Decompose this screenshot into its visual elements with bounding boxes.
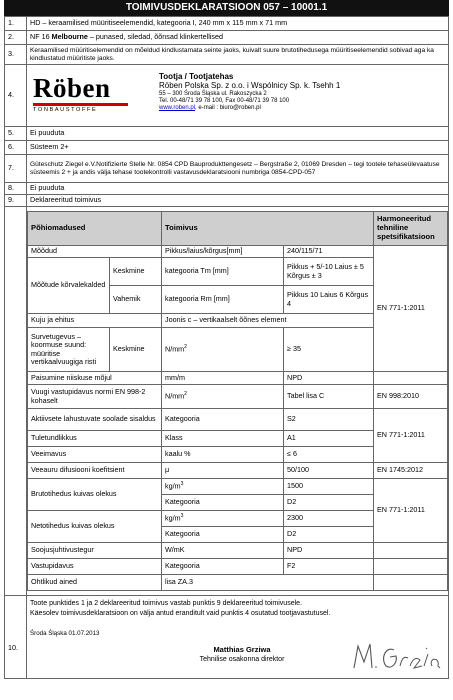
value-cell: lisa ZA.3 (162, 575, 374, 591)
logo-underline (33, 103, 128, 106)
value-cell: S2 (284, 409, 374, 431)
table-row (28, 575, 448, 591)
row-number: 9. (5, 195, 27, 207)
row-number: 5. (5, 127, 27, 141)
sub-characteristic-cell: Keskmine (110, 258, 162, 286)
row-8-text: Ei puuduta (27, 183, 449, 195)
signer-name: Matthias Grziwa (213, 645, 271, 654)
spec-cell: EN 771-1:2011 (374, 409, 448, 463)
value-cell: Joonis c – vertikaalselt õõnes element (162, 314, 374, 328)
value-cell: ≤ 6 (284, 447, 374, 463)
unit-cell: W/mK (162, 543, 284, 559)
row-number: 4. (5, 65, 27, 127)
value-cell: Pikkus 10 Laius 6 Kõrgus 4 (284, 286, 374, 314)
value-cell: Pikkus + 5/-10 Laius ± 5 Kõrgus ± 3 (284, 258, 374, 286)
unit-cell: $kg/m^3$ (162, 479, 284, 495)
characteristic-cell: Veeauru difusiooni koefitsient (28, 463, 162, 479)
unit-cell: kategooria Rm [mm] (162, 286, 284, 314)
row-9 (5, 195, 449, 207)
manufacturer-phone: Tel. 00-48/71 39 78 100, Fax 00-48/71 39 78 100 (159, 97, 290, 104)
declaration-table (4, 16, 449, 679)
header-essential-characteristics: Põhiomadused (28, 212, 162, 246)
characteristic-cell: Survetugevus – koormuse suund: müüritise vertikaalvuugiga risti (28, 328, 110, 372)
table-header-row (28, 212, 448, 246)
characteristic-cell: Brutotihedus kuivas olekus (28, 479, 162, 511)
value-cell: 2300 (284, 511, 374, 527)
characteristic-cell: Mõõdud (28, 246, 162, 258)
manufacturer-info (159, 69, 340, 112)
row-10 (5, 596, 449, 679)
row-2 (5, 31, 449, 45)
conformity-statement: Toote punktides 1 ja 2 deklareeritud toimivus vastab punktis 9 deklareeritud toimivusele. (30, 600, 302, 607)
header-harmonised-spec: Harmoneeritud tehniline spetsifikatsioon (374, 212, 448, 246)
row-4 (5, 65, 449, 127)
characteristic-cell: Tuletundlikkus (28, 431, 162, 447)
header-performance: Toimivus (162, 212, 374, 246)
product-identification (27, 31, 449, 45)
unit-cell: Pikkus/laius/kõrgus[mm] (162, 246, 284, 258)
characteristic-cell: Vastupidavus (28, 559, 162, 575)
manufacturer-email: , e-mail : biuro@roben.pl (195, 105, 261, 112)
manufacturer-title: Tootja / Tootjatehas (159, 72, 234, 81)
characteristic-cell: Mõõtude kõrvalekalded (28, 258, 110, 314)
product-description: – punased, siledad, õõnsad klinkertellised (87, 32, 223, 42)
unit-cell: μ (162, 463, 284, 479)
unit-cell: Kategooria (162, 495, 284, 511)
handwritten-signature (350, 638, 442, 674)
signer-role: Tehnilise osakonna direktor (199, 656, 285, 663)
manufacturer-address: 55 – 300 Środa Śląska ul. Rakoszycka 2 (159, 90, 267, 97)
logo-wordmark: Röben (33, 73, 111, 103)
table-row (28, 479, 448, 495)
characteristic-cell: Kuju ja ehitus (28, 314, 162, 328)
product-name: Melbourne (51, 32, 88, 42)
row-7 (5, 155, 449, 183)
characteristic-cell: Aktiivsete lahustuvate soolade sisaldus (28, 409, 162, 431)
row-number: 6. (5, 141, 27, 155)
value-cell: D2 (284, 527, 374, 543)
characteristic-cell: Paisumine niiskuse mõjul (28, 372, 162, 385)
spec-cell: EN 998:2010 (374, 385, 448, 409)
signature-cell (27, 596, 449, 679)
website-link[interactable]: www.roben.pl (159, 105, 196, 112)
row-number: 7. (5, 155, 27, 183)
avcp-system: Süsteem 2+ (27, 141, 449, 155)
row-number: 2. (5, 31, 27, 45)
row-number: 3. (5, 45, 27, 65)
row-number: 8. (5, 183, 27, 195)
sub-characteristic-cell: Vahemik (110, 286, 162, 314)
performance-table (27, 211, 448, 591)
sub-characteristic-cell: Keskmine (110, 328, 162, 372)
value-cell: A1 (284, 431, 374, 447)
declaration-document (4, 0, 449, 700)
row-5-text: Ei puuduta (27, 127, 449, 141)
characteristic-cell: Netotihedus kuivas olekus (28, 511, 162, 543)
value-cell: 1500 (284, 479, 374, 495)
value-cell: NPD (284, 372, 374, 385)
unit-cell: Kategooria (162, 527, 284, 543)
row-1 (5, 17, 449, 31)
manufacturer-name: Röben Polska Sp. z o.o. i Wspólnicy Sp. k. Tsehh 1 (159, 81, 341, 91)
characteristic-cell: Ohtlikud ained (28, 575, 162, 591)
product-type: HD – keraamilised müüritiseelemendid, kategooria I, 240 mm x 115 mm x 71 mm (27, 17, 449, 31)
row-number: 10. (5, 596, 27, 679)
unit-cell: Kategooria (162, 409, 284, 431)
unit-cell: $kg/m^3$ (162, 511, 284, 527)
unit-cell: $N/mm^2$ (162, 328, 284, 372)
table-row (28, 543, 448, 559)
row-8 (5, 183, 449, 195)
unit-cell: kaalu % (162, 447, 284, 463)
spec-cell: EN 771-1:2011 (374, 479, 448, 543)
document-title: TOIMIVUSDEKLARATSIOON 057 – 10001.1 (4, 0, 449, 16)
value-cell: 50/100 (284, 463, 374, 479)
product-code: NF 16 (30, 32, 50, 42)
spec-cell: EN 771-1:2011 (374, 246, 448, 372)
performance-row (5, 207, 449, 596)
row-6 (5, 141, 449, 155)
value-cell: ≥ 35 (284, 328, 374, 372)
value-cell: 240/115/71 (284, 246, 374, 258)
table-row (28, 409, 448, 431)
table-row (28, 385, 448, 409)
spec-cell: EN 1745:2012 (374, 463, 448, 479)
responsibility-statement: Käesolev toimivusdeklaratsioon on välja antud eranditult vaid punktis 4 osutatud tootjavastutusel. (30, 610, 331, 617)
unit-cell: Kategooria (162, 559, 284, 575)
characteristic-cell: Soojusjuhtivustegur (28, 543, 162, 559)
value-cell: Tabel lisa C (284, 385, 374, 409)
declared-performance-label: Deklareeritud toimivus (27, 195, 449, 207)
table-row (28, 246, 448, 258)
row-number: 1. (5, 17, 27, 31)
table-row (28, 463, 448, 479)
performance-cell (27, 207, 449, 596)
unit-cell: Klass (162, 431, 284, 447)
place-and-date: Środa Śląska 01.07.2013 (30, 630, 100, 637)
characteristic-cell: Vuugi vastupidavus normi EN 998-2 kohaselt (28, 385, 162, 409)
logo-tagline: TONBAUSTOFFE (33, 107, 98, 113)
row-5 (5, 127, 449, 141)
table-row (28, 559, 448, 575)
notified-body: Güteschutz Ziegel e.V.Notifizierte Stelle Nr. 0854 CPD Bauprodukttengesetz – Bergstraße 2, 01069 Dresden – tegi tootele tehaseülevaatuse süsteemis 2 + ja andis välja tehase tootekontrolli vastavusdeklaratsiooni numbriga 0854-CPD-057 (27, 155, 449, 183)
table-row (28, 372, 448, 385)
unit-cell: kategooria Tm [mm] (162, 258, 284, 286)
intended-use: Keraamilised müüritiselemendid on mõeldud kindlustamata seinte jaoks, kuivalt suure brutotihedusega müüritiseelemendid sobivad aga ka kindlustatud müüritiste jaoks. (27, 45, 449, 65)
unit-cell: $N/mm^2$ (162, 385, 284, 409)
manufacturer-cell (27, 65, 449, 127)
row-3 (5, 45, 449, 65)
roben-logo (33, 74, 151, 122)
unit-cell: mm/m (162, 372, 284, 385)
value-cell: F2 (284, 559, 374, 575)
value-cell: NPD (284, 543, 374, 559)
characteristic-cell: Veeimavus (28, 447, 162, 463)
value-cell: D2 (284, 495, 374, 511)
